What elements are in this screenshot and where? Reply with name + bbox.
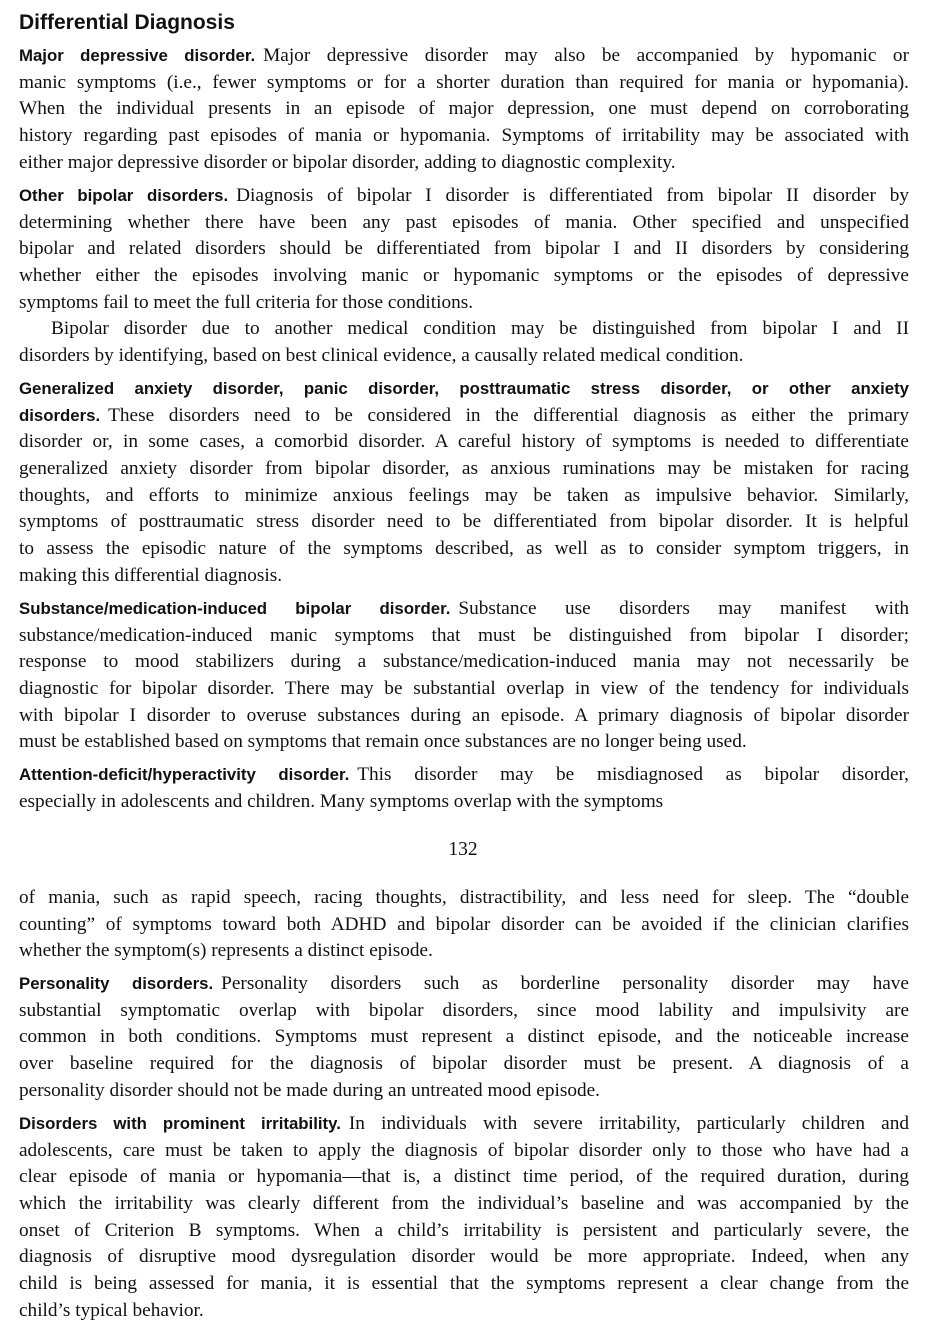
entry-line: whether either the episodes involving manic or hypomanic symptoms or the episodes of depressive bbox=[19, 265, 909, 287]
entry-line: especially in adolescents and children. Many symptoms overlap with the symptoms bbox=[19, 790, 664, 812]
entry-line: determining whether there have been any past episodes of mania. Other specified and unspecified bbox=[19, 211, 909, 233]
entry-line: manic symptoms (i.e., fewer symptoms or for a shorter duration than required for mania or hypomania). bbox=[19, 71, 909, 93]
entry-line: child’s typical behavior. bbox=[19, 1299, 204, 1321]
entry-line: over baseline required for the diagnosis of bipolar disorder must be present. A diagnosis of a bbox=[19, 1053, 909, 1075]
entry-line: response to mood stabilizers during a substance/medication-induced mania may not necessarily be bbox=[19, 651, 909, 673]
entry-heading: disorders. bbox=[19, 405, 101, 425]
entry-line: substance/medication-induced manic symptoms that must be distinguished from bipolar I disorder; bbox=[19, 624, 909, 646]
entry-line: common in both conditions. Symptoms must represent a distinct episode, and the noticeable increase bbox=[19, 1026, 909, 1048]
entry-text: Major depressive disorder may also be accompanied by hypomanic or bbox=[263, 45, 909, 66]
entry-heading: Other bipolar disorders. bbox=[19, 186, 229, 205]
entry-line: bipolar and related disorders should be differentiated from bipolar I and II disorders by considering bbox=[19, 238, 909, 260]
entry-line: substantial symptomatic overlap with bipolar disorders, since mood lability and impulsivity are bbox=[19, 999, 909, 1021]
entry-adhd-continuation bbox=[19, 885, 909, 965]
entry-line: generalized anxiety disorder from bipolar disorder, as anxious ruminations may be mistaken for racing bbox=[19, 458, 909, 480]
entry-line: symptoms of posttraumatic stress disorder need to be differentiated from bipolar disorder. It is helpful bbox=[19, 511, 909, 533]
entry-heading: Attention-deficit/hyperactivity disorder. bbox=[19, 765, 350, 784]
entry-text: In individuals with severe irritability, particularly children and bbox=[348, 1113, 909, 1134]
entry-line bbox=[19, 1111, 909, 1138]
entry-line: symptoms fail to meet the full criteria for those conditions. bbox=[19, 291, 474, 313]
entry-adhd bbox=[19, 762, 909, 815]
entry-line: thoughts, and efforts to minimize anxious feelings may be taken as impulsive behavior. Similarly, bbox=[19, 484, 909, 506]
entry-line: child is being assessed for mania, it is essential that the symptoms represent a clear change from the bbox=[19, 1273, 909, 1295]
section-header bbox=[19, 5, 909, 35]
entry-heading: Generalized anxiety disorder, panic disorder, posttraumatic stress disorder, or other anxiety bbox=[19, 379, 909, 398]
page-number: 132 bbox=[448, 839, 478, 860]
section-title: Differential Diagnosis bbox=[19, 11, 235, 34]
entry-major-depressive-disorder bbox=[19, 43, 909, 176]
entry-line bbox=[19, 971, 909, 998]
entry-line bbox=[19, 596, 909, 623]
entry-substance-induced-bipolar bbox=[19, 596, 909, 756]
entry-heading-line bbox=[19, 376, 909, 403]
entry-text: This disorder may be misdiagnosed as bipolar disorder, bbox=[357, 764, 909, 785]
entry-line: to assess the episodic nature of the symptoms described, as well as to consider symptom triggers, in bbox=[19, 538, 909, 560]
entry-line: diagnosis of disruptive mood dysregulation disorder would be more appropriate. Indeed, when any bbox=[19, 1246, 909, 1268]
entry-line: Bipolar disorder due to another medical condition may be distinguished from bipolar I and II bbox=[51, 318, 909, 340]
entry-line bbox=[19, 762, 909, 789]
entry-heading: Substance/medication-induced bipolar disorder. bbox=[19, 599, 451, 618]
entry-line: whether the symptom(s) represents a distinct episode. bbox=[19, 940, 433, 962]
entry-line: making this differential diagnosis. bbox=[19, 564, 283, 586]
entry-text: Substance use disorders may manifest with bbox=[458, 598, 909, 619]
entry-prominent-irritability bbox=[19, 1111, 909, 1325]
entry-line: must be established based on symptoms that remain once substances are no longer being used. bbox=[19, 731, 747, 753]
entry-text: Personality disorders such as borderline personality disorder may have bbox=[221, 973, 909, 994]
entry-line: When the individual presents in an episode of major depression, one must depend on corroborating bbox=[19, 98, 909, 120]
entry-anxiety-disorders bbox=[19, 376, 909, 590]
entry-line: of mania, such as rapid speech, racing thoughts, distractibility, and less need for sleep. The “double bbox=[19, 887, 909, 908]
entry-heading: Personality disorders. bbox=[19, 974, 214, 993]
entry-personality-disorders bbox=[19, 971, 909, 1104]
entry-line: either major depressive disorder or bipolar disorder, adding to diagnostic complexity. bbox=[19, 151, 676, 173]
entry-line: disorders by identifying, based on best clinical evidence, a causally related medical condition. bbox=[19, 345, 744, 367]
entry-line: counting” of symptoms toward both ADHD and bipolar disorder can be avoided if the clinician clarifies bbox=[19, 913, 909, 935]
entry-line bbox=[19, 43, 909, 70]
entry-line: onset of Criterion B symptoms. When a child’s irritability is persistent and particularly severe, the bbox=[19, 1219, 909, 1241]
entry-line bbox=[19, 183, 909, 210]
entry-line: adolescents, care must be taken to apply the diagnosis of bipolar disorder only to those who have had a bbox=[19, 1139, 909, 1161]
entry-line bbox=[19, 403, 909, 430]
entry-heading: Major depressive disorder. bbox=[19, 46, 256, 65]
entry-line: with bipolar I disorder to overuse substances during an episode. A primary diagnosis of bipolar disorder bbox=[19, 704, 909, 726]
entry-line: clear episode of mania or hypomania—that is, a distinct time period, of the required duration, during bbox=[19, 1166, 909, 1188]
entry-other-bipolar-disorders bbox=[19, 183, 909, 370]
entry-line: diagnostic for bipolar disorder. There may be substantial overlap in view of the tendency for individuals bbox=[19, 678, 909, 700]
entry-heading: Disorders with prominent irritability. bbox=[19, 1114, 341, 1133]
entry-text: Diagnosis of bipolar I disorder is differentiated from bipolar II disorder by bbox=[236, 185, 909, 206]
entry-line: disorder or, in some cases, a comorbid disorder. A careful history of symptoms is needed to differentiate bbox=[19, 431, 909, 453]
entry-line: personality disorder should not be made during an untreated mood episode. bbox=[19, 1079, 600, 1101]
entry-line: history regarding past episodes of mania or hypomania. Symptoms of irritability may be associated with bbox=[19, 125, 909, 147]
entry-line: which the irritability was clearly different from the individual’s baseline and was accompanied by the bbox=[19, 1193, 909, 1215]
entry-text: These disorders need to be considered in the differential diagnosis as either the primary bbox=[108, 404, 909, 426]
